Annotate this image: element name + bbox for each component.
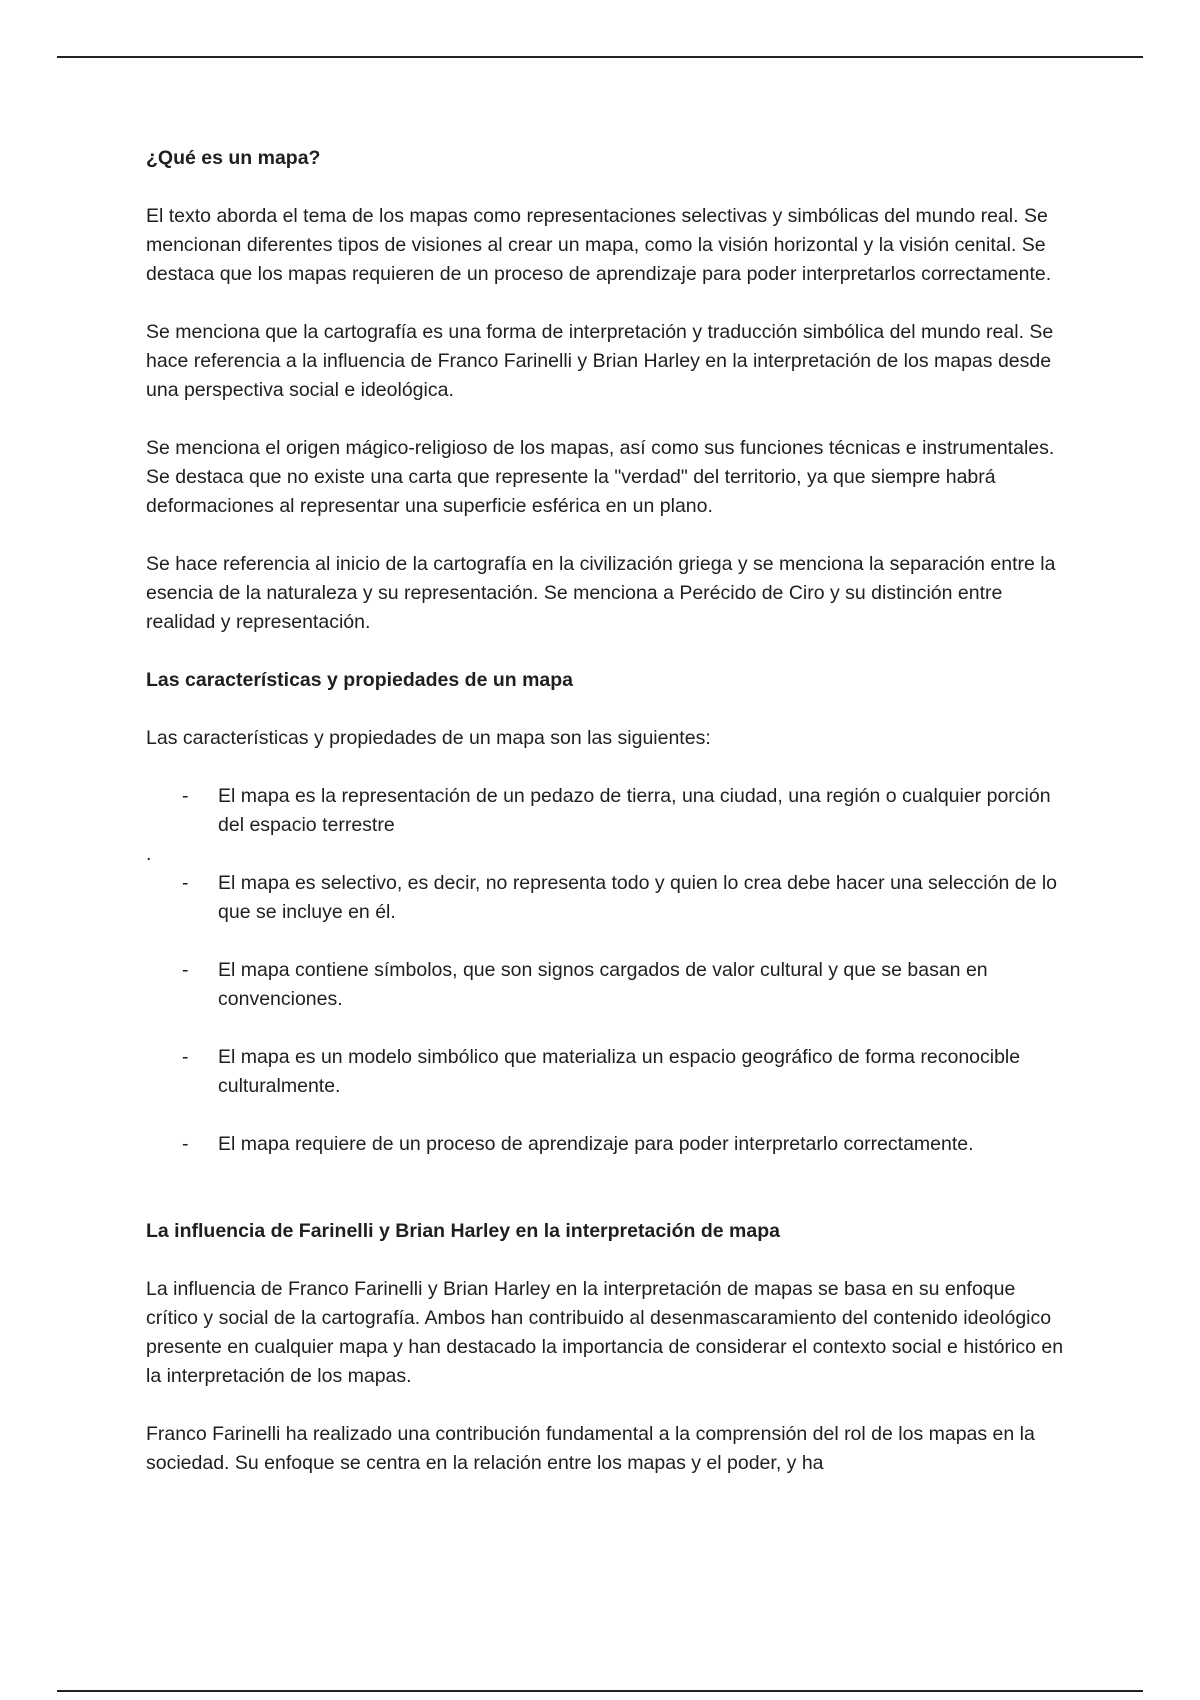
- stray-dot: .: [146, 843, 152, 865]
- bullet-dash: -: [182, 1046, 189, 1068]
- bullet-dash: -: [182, 959, 189, 981]
- bullet-dash: -: [182, 872, 189, 894]
- heading-influencia-farinelli-harley: La influencia de Farinelli y Brian Harley en la interpretación de mapa: [146, 1220, 780, 1242]
- list-item-text: El mapa requiere de un proceso de aprendizaje para poder interpretarlo correctamente.: [218, 1133, 974, 1155]
- paragraph: Franco Farinelli ha realizado una contribución fundamental a la comprensión del rol de los mapas en la sociedad. Su enfoque se centra en la relación entre los mapas y el poder, y ha: [146, 1423, 1035, 1474]
- list-item: [146, 1043, 1066, 1101]
- paragraph: Se hace referencia al inicio de la cartografía en la civilización griega y se menciona la separación entre la esencia de la naturaleza y su representación. Se menciona a Perécido de Ciro y su distinción entre realidad y representación.: [146, 553, 1056, 633]
- list-item-text: El mapa es selectivo, es decir, no representa todo y quien lo crea debe hacer una selección de lo que se incluye en él.: [218, 872, 1058, 923]
- bottom-rule: [57, 1690, 1143, 1692]
- bullet-dash: -: [182, 1133, 189, 1155]
- paragraph: La influencia de Franco Farinelli y Brian Harley en la interpretación de mapas se basa en su enfoque crítico y social de la cartografía. Ambos han contribuido al desenmascaramiento del contenido ideológico presente en cualquier mapa y han destacado la importancia de considerar el contexto social e histórico en la interpretación de los mapas.: [146, 1278, 1064, 1387]
- paragraph: Se menciona que la cartografía es una forma de interpretación y traducción simbólica del mundo real. Se hace referencia a la influencia de Franco Farinelli y Brian Harley en la interpretación de los mapas desde una perspectiva social e ideológica.: [146, 321, 1054, 401]
- heading-caracteristicas: Las características y propiedades de un mapa: [146, 669, 574, 691]
- list-item: [146, 1130, 1066, 1159]
- paragraph: El texto aborda el tema de los mapas como representaciones selectivas y simbólicas del mundo real. Se mencionan diferentes tipos de visiones al crear un mapa, como la visión horizontal y la visión cenital. Se destaca que los mapas requieren de un proceso de aprendizaje para poder interpretarlos correctamente.: [146, 205, 1052, 285]
- list-item: [146, 956, 1066, 1014]
- list-item-text: El mapa contiene símbolos, que son signos cargados de valor cultural y que se basan en convenciones.: [218, 959, 988, 1010]
- list-item-text: El mapa es un modelo simbólico que materializa un espacio geográfico de forma reconocible culturalmente.: [218, 1046, 1021, 1097]
- heading-que-es-un-mapa: ¿Qué es un mapa?: [146, 147, 321, 169]
- document-body: [146, 144, 1066, 1478]
- top-rule: [57, 56, 1143, 58]
- list-item-text: El mapa es la representación de un pedazo de tierra, una ciudad, una región o cualquier porción del espacio terrestre: [218, 785, 1051, 836]
- list-item: [146, 869, 1066, 927]
- list-intro: Las características y propiedades de un mapa son las siguientes:: [146, 727, 711, 749]
- characteristics-list: [146, 782, 1066, 840]
- paragraph: Se menciona el origen mágico-religioso de los mapas, así como sus funciones técnicas e instrumentales. Se destaca que no existe una carta que represente la "verdad" del territorio, ya que siempre habrá deformaciones al representar una superficie esférica en un plano.: [146, 437, 1055, 517]
- list-item: [146, 782, 1066, 840]
- characteristics-list-continued: [146, 869, 1066, 1159]
- bullet-dash: -: [182, 785, 189, 807]
